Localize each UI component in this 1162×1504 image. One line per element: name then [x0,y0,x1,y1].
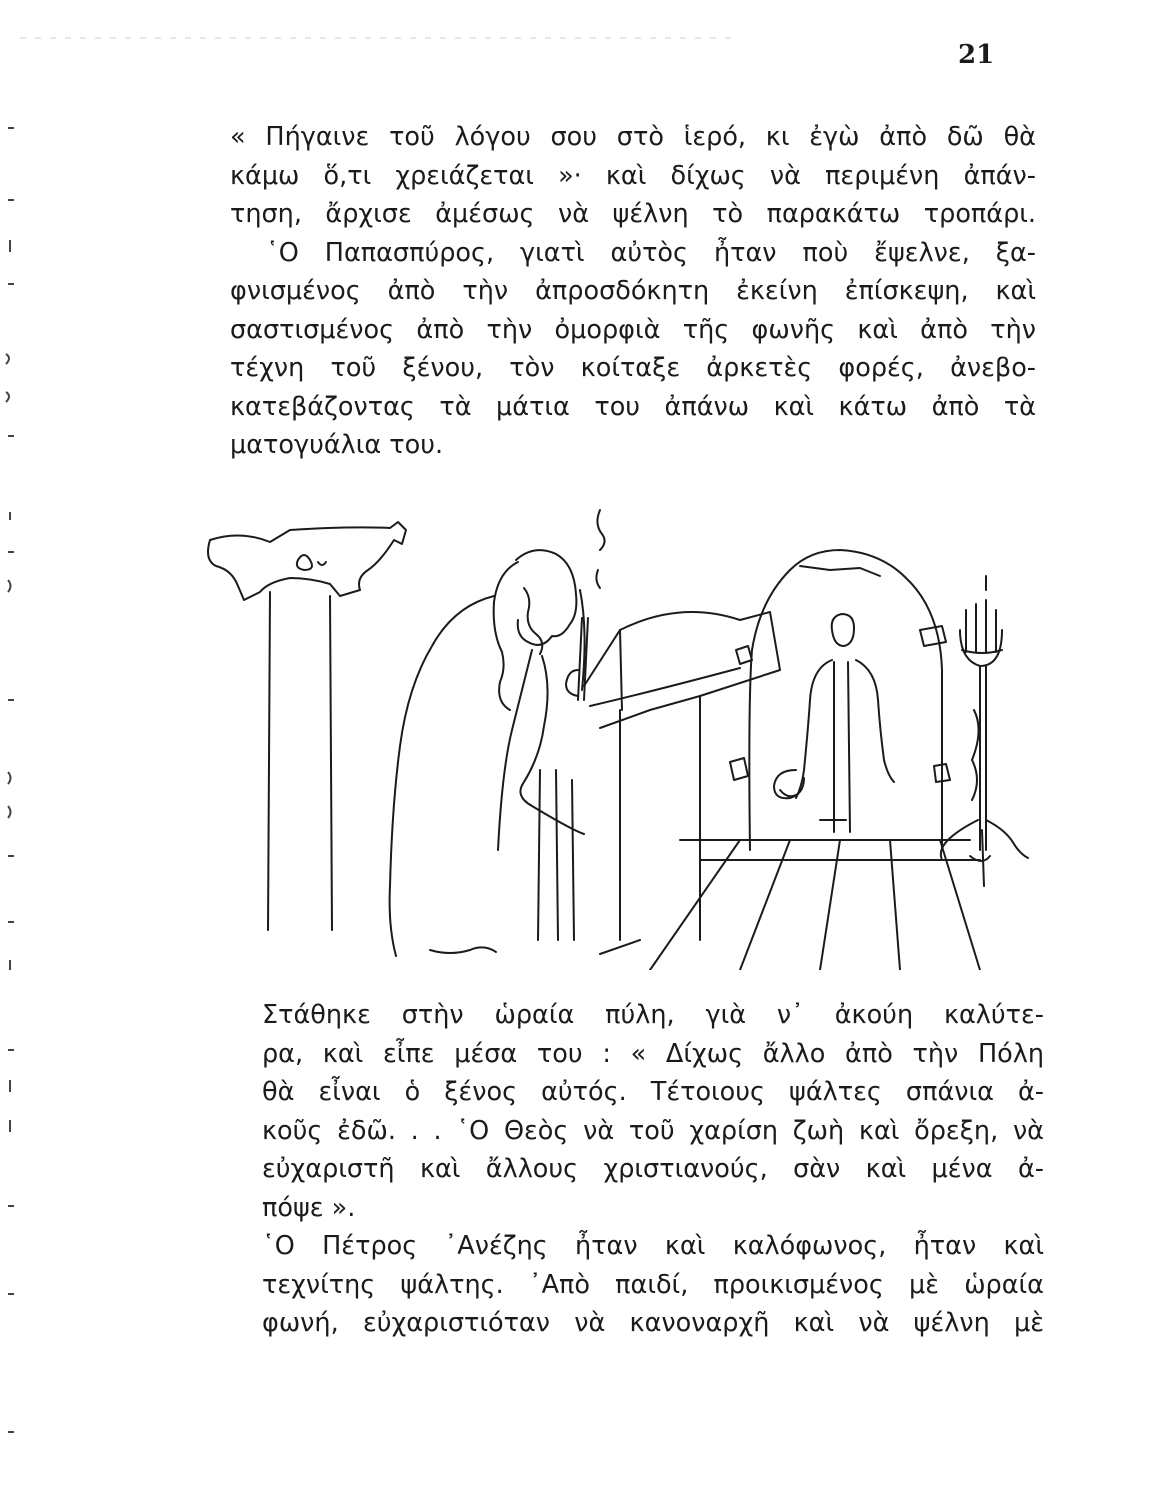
illustration [180,500,1050,970]
text-line: εὐχαριστῆ καὶ ἄλλους χριστιανούς, σὰν καὶ μένα ἀ- [262,1154,1044,1184]
text-line: σαστισμένος ἀπὸ τὴν ὀμορφιὰ τῆς φωνῆς καὶ ἀπὸ τὴν [230,314,1036,345]
text-line: κατεβάζοντας τὰ μάτια του ἀπάνω καὶ κάτω ἀπὸ τὰ [230,391,1036,422]
text-line: Στάθηκε στὴν ὡραία πύλη, γιὰ ν᾽ ἀκούη καλύτε- [262,1000,1044,1030]
text-line: κάμω ὅ,τι χρειάζεται »· καὶ δίχως νὰ περιμένη ἀπάν- [230,160,1036,191]
text-line: πόψε ». [262,1192,356,1223]
page-number: 21 [958,40,995,70]
scan-margin-marks [0,0,30,1500]
text-line: ρα, καὶ εἶπε μέσα του : « Δίχως ἄλλο ἀπὸ τὴν Πόλη [262,1038,1044,1069]
top-text-block [230,118,1036,465]
paragraph [230,234,1036,465]
text-line: τηση, ἄρχισε ἀμέσως νὰ ψέλνη τὸ παρακάτω τροπάρι. [230,199,1036,229]
bottom-text-block [262,996,1044,1343]
church-scene-drawing-icon [180,500,1050,970]
text-line: « Πήγαινε τοῦ λόγου σου στὸ ἱερό, κι ἐγὼ ἀπὸ δῶ θὰ [230,122,1036,152]
text-line: ῾Ο Πέτρος ᾽Ανέζης ἦταν καὶ καλόφωνος, ἦταν καὶ [262,1231,1044,1261]
text-line: φωνή, εὐχαριστιόταν νὰ κανοναρχῆ καὶ νὰ ψέλνη μὲ [262,1308,1044,1338]
text-line: κοῦς ἐδῶ. . . ῾Ο Θεὸς νὰ τοῦ χαρίση ζωὴ καὶ ὄρεξη, νὰ [262,1115,1044,1146]
text-line: ματογυάλια του. [230,430,444,460]
text-line: ῾Ο Παπασπύρος, γιατὶ αὐτὸς ἦταν ποὺ ἔψελνε, ξα- [266,237,1036,268]
text-line: φνισμένος ἀπὸ τὴν ἀπροσδόκητη ἐκείνη ἐπίσκεψη, καὶ [230,276,1036,306]
text-line: τέχνη τοῦ ξένου, τὸν κοίταξε ἀρκετὲς φορές, ἀνεβο- [230,353,1036,383]
text-line: θὰ εἶναι ὁ ξένος αὐτός. Τέτοιους ψάλτες σπάνια ἀ- [262,1077,1044,1107]
paragraph [262,1227,1044,1343]
text-line: τεχνίτης ψάλτης. ᾽Απὸ παιδί, προικισμένος μὲ ὡραία [262,1269,1044,1300]
scan-edge-mark [0,26,760,32]
paragraph [262,996,1044,1227]
paragraph [230,118,1036,234]
